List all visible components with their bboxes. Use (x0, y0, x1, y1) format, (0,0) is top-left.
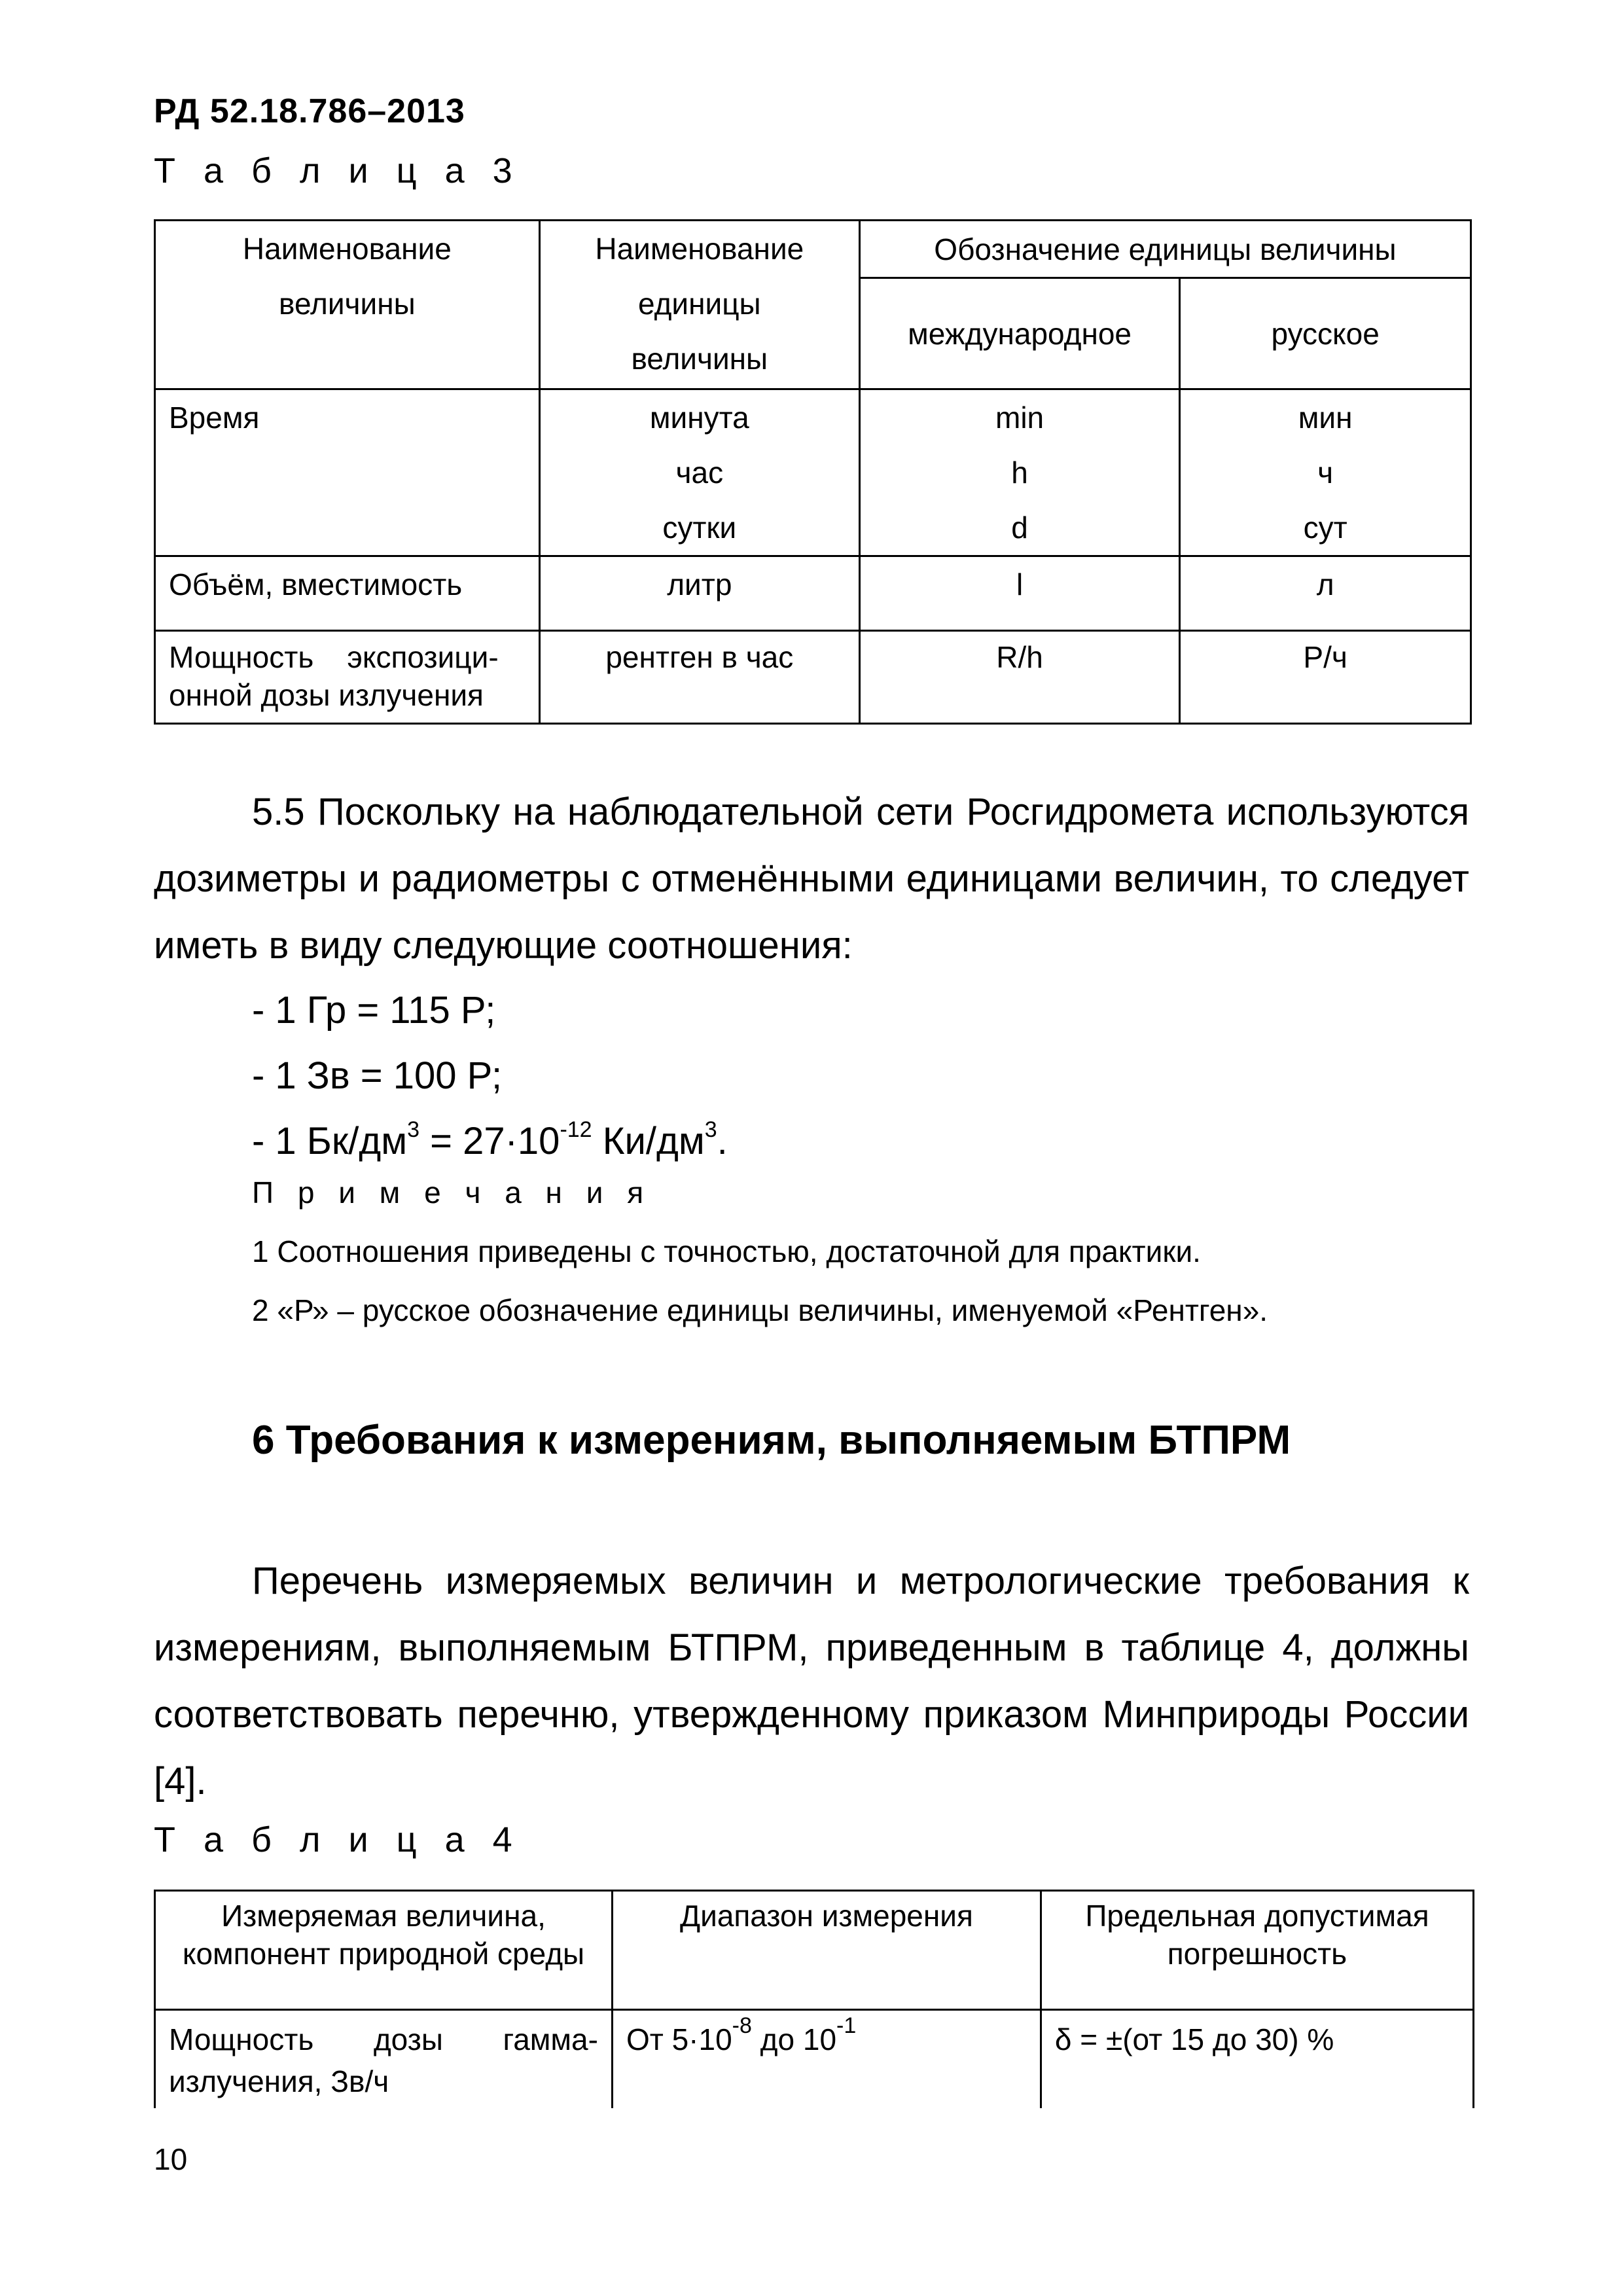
document-id: РД 52.18.786–2013 (154, 92, 465, 130)
table3-cell-international: l (859, 556, 1179, 631)
table-row: Мощность экспозици- онной дозы излучения (155, 631, 540, 724)
table3-cell-russian: л (1180, 556, 1471, 631)
table3-header-international: международное (859, 278, 1179, 389)
table3-header-quantity: Наименование величины (155, 221, 540, 389)
section-6-paragraph: Перечень измеряемых величин и метрологические требования к измерениям, выполняемым БТПРМ, приведенным в таблице 4, должны соответствовать перечню, утвержденному приказом Минприроды России [4]. (154, 1560, 1469, 1803)
table4-header-error: Предельная допустимая погрешность (1041, 1891, 1473, 2010)
table4-cell-range: От $5\cdot 10^{-8}$ до $10^{-1}$ (612, 2010, 1041, 2108)
table-row: Время (155, 389, 540, 556)
table3-cell-unit-names: рентген в час (539, 631, 859, 724)
table4-caption: Т а б л и ц а 4 (154, 1820, 522, 1859)
table3-header-designation: Обозначение единицы величины (859, 221, 1471, 278)
table3-cell-international: min h d (859, 389, 1179, 556)
table3-cell-unit-names: литр (539, 556, 859, 631)
table-row: Объём, вместимость (155, 556, 540, 631)
table3-header-unit-name: Наименование единицы величины (539, 221, 859, 389)
relation-item-3: - 1 $Бк/дм^3 = 27\cdot 10^{-12}$ $Ки/дм^3$. (252, 1117, 728, 1162)
notes-title: П р и м е ч а н и я (252, 1175, 652, 1210)
section-6-heading: 6 Требования к измерениям, выполняемым БТПРМ (252, 1418, 1291, 1463)
table3-cell-russian: Р/ч (1180, 631, 1471, 724)
note-1: 1 Соотношения приведены с точностью, достаточной для практики. (252, 1234, 1201, 1268)
note-2: 2 «Р» – русское обозначение единицы величины, именуемой «Рентген». (252, 1293, 1268, 1327)
table-row: Мощность дозы гамма-излучения, Зв/ч (155, 2010, 613, 2108)
table3-cell-unit-names: минута час сутки (539, 389, 859, 556)
table4-cell-error: δ = ±(от 15 до 30) % (1041, 2010, 1473, 2108)
table3-header-russian: русское (1180, 278, 1471, 389)
table3-cell-russian: мин ч сут (1180, 389, 1471, 556)
section-5-5-paragraph: 5.5 Поскольку на наблюдательной сети Росгидромета используются дозиметры и радиометры с отменёнными единицами величин, то следует иметь в виду следующие соотношения: (154, 791, 1469, 967)
table3 (154, 219, 1472, 725)
table3-cell-international: R/h (859, 631, 1179, 724)
table3-caption: Т а б л и ц а 3 (154, 151, 522, 190)
relation-item-2: - 1 Зв = 100 Р; (252, 1054, 503, 1097)
relation-item-1: - 1 Гр = 115 Р; (252, 989, 496, 1031)
page-number: 10 (154, 2142, 188, 2176)
table4-header-quantity: Измеряемая величина, компонент природной среды (155, 1891, 613, 2010)
table4-header-range: Диапазон измерения (612, 1891, 1041, 2010)
table4 (154, 1890, 1474, 2108)
